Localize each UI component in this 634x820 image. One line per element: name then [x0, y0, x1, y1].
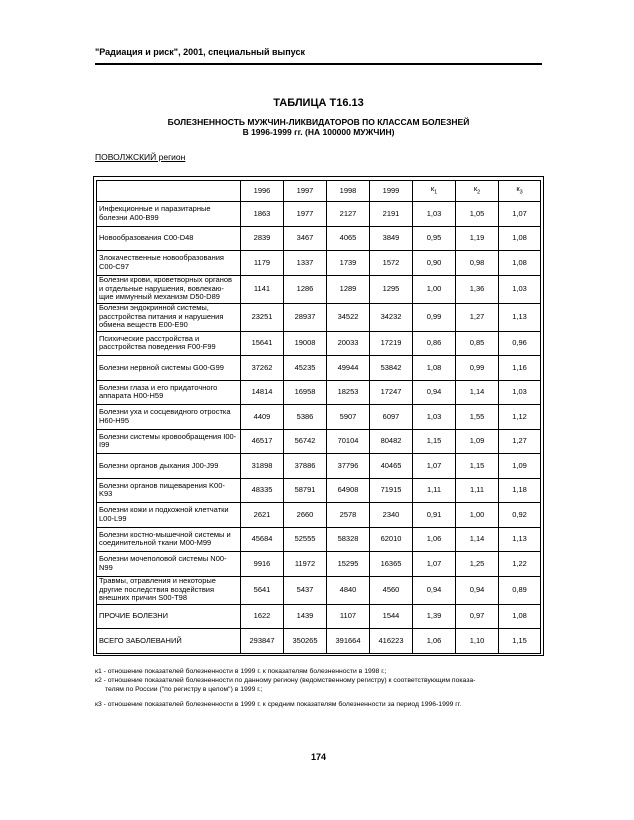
header-cell-1997: 1997: [284, 181, 327, 202]
table-cell: 0,95: [413, 226, 456, 251]
table-cell: 18253: [327, 380, 370, 405]
table-cell: 1439: [284, 604, 327, 629]
table-cell: 5386: [284, 405, 327, 430]
table-cell: 34522: [327, 303, 370, 331]
table-cell: 5641: [241, 576, 284, 604]
table-row: [97, 226, 541, 251]
table-cell: 1,09: [456, 429, 499, 454]
table-cell: 2191: [370, 202, 413, 227]
table-cell: 49944: [327, 356, 370, 381]
table-cell: 1,15: [499, 629, 541, 654]
table-cell: 37886: [284, 454, 327, 479]
table-cell: 1,07: [413, 454, 456, 479]
table-cell: 80482: [370, 429, 413, 454]
table-cell: 6097: [370, 405, 413, 430]
table-cell: 1,15: [413, 429, 456, 454]
subtitle-line-1: БОЛЕЗНЕННОСТЬ МУЖЧИН-ЛИКВИДАТОРОВ ПО КЛАССАМ БОЛЕЗНЕЙ: [167, 117, 470, 127]
table-cell: 1,08: [413, 356, 456, 381]
row-label: Болезни кожи и подкожной клетчатки L00-L99: [97, 503, 241, 528]
table-cell: 1977: [284, 202, 327, 227]
table-cell: 1,11: [413, 478, 456, 503]
table-cell: 0,94: [413, 576, 456, 604]
table-row: [97, 552, 541, 577]
table-cell: 40465: [370, 454, 413, 479]
table-cell: 1,10: [456, 629, 499, 654]
table-row: [97, 380, 541, 405]
table-cell: 1179: [241, 251, 284, 276]
region-label: ПОВОЛЖСКИЙ регион: [95, 152, 186, 162]
row-label: Психические расстройства и расстройства поведения F00-F99: [97, 331, 241, 356]
page-number: 174: [310, 752, 327, 762]
table-subtitle: [95, 117, 542, 137]
row-label: Инфекционные и паразитарные болезни A00-B99: [97, 202, 241, 227]
row-label: Болезни уха и сосцевидного отростка H60-H95: [97, 405, 241, 430]
table-cell: 17219: [370, 331, 413, 356]
table-cell: 0,99: [456, 356, 499, 381]
table-cell: 2660: [284, 503, 327, 528]
table-cell: 1,19: [456, 226, 499, 251]
table-cell: 11972: [284, 552, 327, 577]
table-cell: 14814: [241, 380, 284, 405]
table-cell: 1,13: [499, 303, 541, 331]
table-cell: 17247: [370, 380, 413, 405]
table-row: [97, 454, 541, 479]
table-cell: 19008: [284, 331, 327, 356]
table-cell: 1,14: [456, 380, 499, 405]
table-cell: 1,08: [499, 226, 541, 251]
table-cell: 1,06: [413, 527, 456, 552]
table-cell: 3467: [284, 226, 327, 251]
table-row: [97, 429, 541, 454]
table-cell: 1,16: [499, 356, 541, 381]
table-cell: 37796: [327, 454, 370, 479]
row-label: Болезни системы кровообращения I00-I99: [97, 429, 241, 454]
table-cell: 1,07: [499, 202, 541, 227]
running-head: "Радиация и риск", 2001, специальный выпуск: [95, 47, 305, 57]
table-cell: 1,39: [413, 604, 456, 629]
footnote-k2: к2 - отношение показателей болезненности по данному региону (ведомственному регистру) к соответствующим показа-: [95, 677, 476, 684]
row-label: ВСЕГО ЗАБОЛЕВАНИЙ: [97, 629, 241, 654]
table-cell: 58791: [284, 478, 327, 503]
table-cell: 52555: [284, 527, 327, 552]
header-cell-1998: 1998: [327, 181, 370, 202]
row-label: Болезни органов дыхания J00-J99: [97, 454, 241, 479]
row-label: Болезни органов пищеварения K00-K93: [97, 478, 241, 503]
table-cell: 9916: [241, 552, 284, 577]
table-cell: 2127: [327, 202, 370, 227]
table-cell: 0,91: [413, 503, 456, 528]
table-cell: 1,07: [413, 552, 456, 577]
table-cell: 58328: [327, 527, 370, 552]
table-cell: 0,86: [413, 331, 456, 356]
table-cell: 37262: [241, 356, 284, 381]
table-cell: 34232: [370, 303, 413, 331]
row-label: Травмы, отравления и некоторые другие последствия воздействия внешних причин S00-T98: [97, 576, 241, 604]
table-cell: 1,11: [456, 478, 499, 503]
table-cell: 1337: [284, 251, 327, 276]
table-cell: 70104: [327, 429, 370, 454]
table-cell: 2578: [327, 503, 370, 528]
morbidity-table: [96, 180, 541, 654]
table-cell: 1,12: [499, 405, 541, 430]
table-cell: 53842: [370, 356, 413, 381]
table-cell: 2839: [241, 226, 284, 251]
table-cell: 16365: [370, 552, 413, 577]
table-cell: 1,27: [456, 303, 499, 331]
table-cell: 23251: [241, 303, 284, 331]
table-title: ТАБЛИЦА Т16.13: [273, 97, 364, 109]
table-row: [97, 527, 541, 552]
table-row: [97, 629, 541, 654]
table-cell: 1,27: [499, 429, 541, 454]
table-row: [97, 251, 541, 276]
table-cell: 1,14: [456, 527, 499, 552]
table-cell: 28937: [284, 303, 327, 331]
table-cell: 1,03: [499, 380, 541, 405]
header-rule: [95, 63, 542, 65]
table-cell: 1295: [370, 275, 413, 303]
row-label: Болезни крови, кроветворных органов и отдельные нарушения, вовлекаю-щие иммунный механизм D50-D89: [97, 275, 241, 303]
table-cell: 1,15: [456, 454, 499, 479]
table-cell: 1863: [241, 202, 284, 227]
table-cell: 1544: [370, 604, 413, 629]
table-cell: 1,13: [499, 527, 541, 552]
table-cell: 1,36: [456, 275, 499, 303]
table-cell: 2340: [370, 503, 413, 528]
table-cell: 1,08: [499, 604, 541, 629]
table-cell: 0,90: [413, 251, 456, 276]
table-cell: 4560: [370, 576, 413, 604]
table-cell: 0,94: [413, 380, 456, 405]
table-cell: 1,06: [413, 629, 456, 654]
row-label: Болезни костно-мышечной системы и соединительной ткани M00-M99: [97, 527, 241, 552]
table-cell: 2621: [241, 503, 284, 528]
table-cell: 0,97: [456, 604, 499, 629]
footnotes: [95, 667, 542, 709]
table-cell: 1,08: [499, 251, 541, 276]
table-cell: 16958: [284, 380, 327, 405]
table-cell: 1,09: [499, 454, 541, 479]
table-cell: 31898: [241, 454, 284, 479]
header-cell-1999: 1999: [370, 181, 413, 202]
header-cell-label: [97, 181, 241, 202]
table-cell: 62010: [370, 527, 413, 552]
table-cell: 1,03: [413, 202, 456, 227]
table-cell: 1289: [327, 275, 370, 303]
subtitle-line-2: В 1996-1999 гг. (НА 100000 МУЖЧИН): [242, 127, 395, 137]
table-cell: 350265: [284, 629, 327, 654]
footnote-k2-continuation: телям по России ("по регистру в целом") в 1999 г.;: [105, 686, 263, 693]
row-label: Злокачественные новообразования C00-C97: [97, 251, 241, 276]
table-row: [97, 331, 541, 356]
table-cell: 1,55: [456, 405, 499, 430]
header-cell-k3: $к_3$: [499, 181, 541, 202]
table-cell: 3849: [370, 226, 413, 251]
footnote-k1: к1 - отношение показателей болезненности в 1999 г. к показателям болезненности в 1998 г.;: [95, 668, 387, 675]
table-row: [97, 503, 541, 528]
table-cell: 1,03: [413, 405, 456, 430]
table-cell: 5907: [327, 405, 370, 430]
table-cell: 46517: [241, 429, 284, 454]
header-cell-k2: $к_2$: [456, 181, 499, 202]
table-cell: 1,22: [499, 552, 541, 577]
table-row: [97, 576, 541, 604]
table-cell: 45684: [241, 527, 284, 552]
table-cell: 1,05: [456, 202, 499, 227]
table-cell: 1,25: [456, 552, 499, 577]
table-cell: 1572: [370, 251, 413, 276]
table-cell: 45235: [284, 356, 327, 381]
table-cell: 15295: [327, 552, 370, 577]
table-cell: 1739: [327, 251, 370, 276]
row-label: Болезни эндокринной системы, расстройства питания и нарушения обмена веществ E00-E90: [97, 303, 241, 331]
table-cell: 1141: [241, 275, 284, 303]
table-cell: 5437: [284, 576, 327, 604]
footnote-k3: к3 - отношение показателей болезненности в 1999 г. к средним показателям болезненности за период 1996-1999 гг.: [95, 701, 462, 708]
table-row: [97, 604, 541, 629]
table-cell: 1,18: [499, 478, 541, 503]
table-cell: 0,94: [456, 576, 499, 604]
table-cell: 71915: [370, 478, 413, 503]
table-cell: 48335: [241, 478, 284, 503]
row-label: Болезни глаза и его придаточного аппарата H00-H59: [97, 380, 241, 405]
table-cell: 0,89: [499, 576, 541, 604]
table-cell: 0,92: [499, 503, 541, 528]
table-cell: 20033: [327, 331, 370, 356]
table-cell: 64908: [327, 478, 370, 503]
row-label: Новообразования C00-D48: [97, 226, 241, 251]
table-cell: 15641: [241, 331, 284, 356]
table-cell: 0,99: [413, 303, 456, 331]
table-cell: 416223: [370, 629, 413, 654]
table-cell: 1,00: [413, 275, 456, 303]
table-cell: 4840: [327, 576, 370, 604]
header-cell-1996: 1996: [241, 181, 284, 202]
table-row: [97, 202, 541, 227]
table-cell: 1622: [241, 604, 284, 629]
table-cell: 4065: [327, 226, 370, 251]
row-label: Болезни нервной системы G00-G99: [97, 356, 241, 381]
table-cell: 4409: [241, 405, 284, 430]
table-row: [97, 405, 541, 430]
table-cell: 1107: [327, 604, 370, 629]
table-cell: 0,98: [456, 251, 499, 276]
table-row: [97, 356, 541, 381]
row-label: ПРОЧИЕ БОЛЕЗНИ: [97, 604, 241, 629]
table-cell: 0,85: [456, 331, 499, 356]
table-row: [97, 275, 541, 303]
header-cell-k1: $к_1$: [413, 181, 456, 202]
table-header-row: [97, 181, 541, 202]
table-cell: 1,00: [456, 503, 499, 528]
table-cell: 56742: [284, 429, 327, 454]
table-row: [97, 303, 541, 331]
table-cell: 0,96: [499, 331, 541, 356]
table-cell: 1286: [284, 275, 327, 303]
table-cell: 1,03: [499, 275, 541, 303]
table-row: [97, 478, 541, 503]
table-cell: 391664: [327, 629, 370, 654]
row-label: Болезни мочеполовой системы N00-N99: [97, 552, 241, 577]
table-cell: 293847: [241, 629, 284, 654]
